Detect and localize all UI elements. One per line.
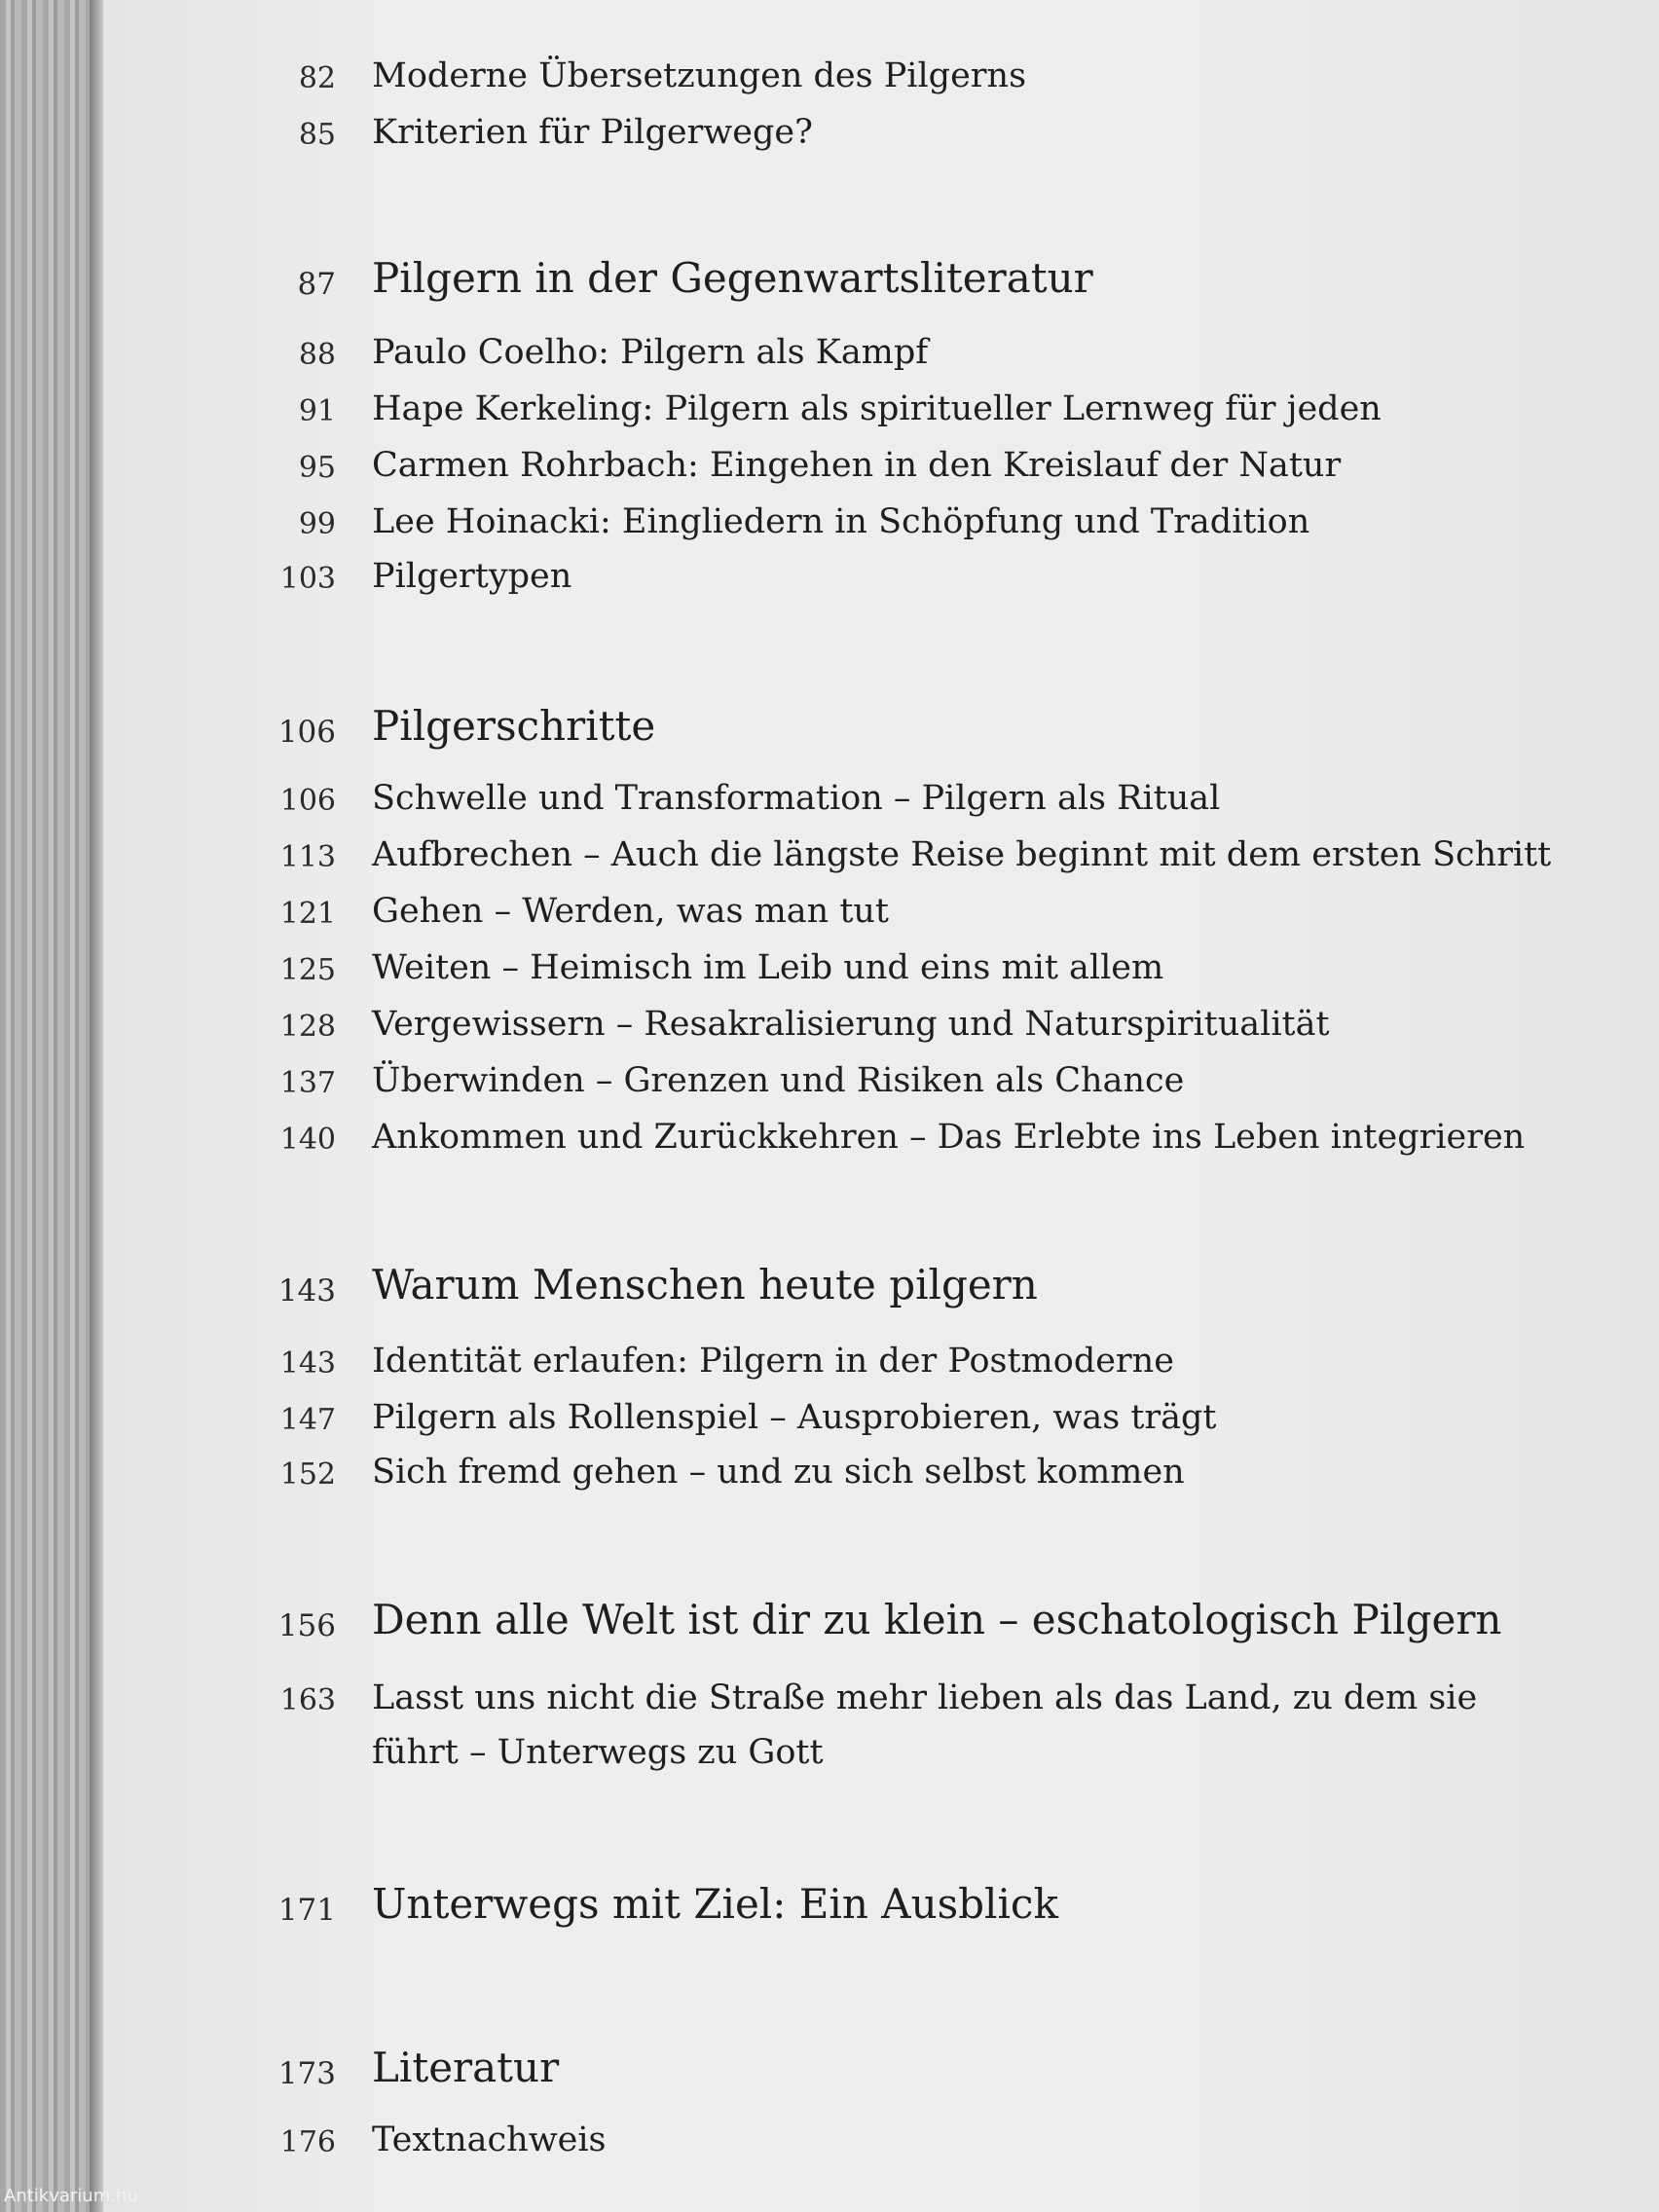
toc-title: Aufbrechen – Auch die längste Reise beginnt mit dem ersten Schritt: [372, 835, 1552, 874]
toc-title: Kriterien für Pilgerwege?: [372, 113, 813, 152]
toc-title: Identität erlaufen: Pilgern in der Postmoderne: [372, 1342, 1174, 1381]
toc-title: Pilgern als Rollenspiel – Ausprobieren, was trägt: [372, 1398, 1217, 1437]
toc-title-continuation: führt – Unterwegs zu Gott: [372, 1733, 824, 1772]
toc-page-number: 113: [279, 840, 336, 874]
toc-title: Pilgerschritte: [372, 702, 656, 750]
toc-section-heading: [0, 2045, 1659, 2097]
toc-title: Textnachweis: [372, 2120, 607, 2159]
toc-entry: [0, 997, 1659, 1050]
toc-entry: [0, 828, 1659, 880]
toc-title: Ankommen und Zurückkehren – Das Erlebte ins Leben integrieren: [372, 1118, 1526, 1157]
toc-page-number: 128: [279, 1010, 336, 1044]
toc-title: Überwinden – Grenzen und Risiken als Chance: [372, 1061, 1185, 1100]
toc-entry: [0, 771, 1659, 824]
toc-title: Lee Hoinacki: Eingliedern in Schöpfung und Tradition: [372, 502, 1310, 541]
toc-entry: [0, 549, 1659, 602]
toc-title: Paulo Coelho: Pilgern als Kampf: [372, 333, 929, 372]
toc-entry: [0, 1110, 1659, 1162]
toc-title: Unterwegs mit Ziel: Ein Ausblick: [372, 1880, 1058, 1928]
toc-entry: [0, 2113, 1659, 2165]
toc-title: Carmen Rohrbach: Eingehen in den Kreislauf der Natur: [372, 446, 1342, 485]
toc-section-heading: [0, 1262, 1659, 1314]
toc-entry: [0, 382, 1659, 434]
toc-title: Hape Kerkeling: Pilgern als spiritueller Lernweg für jeden: [372, 389, 1382, 428]
toc-title: Lasst uns nicht die Straße mehr lieben als das Land, zu dem sie: [372, 1678, 1478, 1717]
toc-page-number: 125: [279, 953, 336, 987]
toc-entry: [0, 495, 1659, 547]
toc-page-number: 121: [279, 897, 336, 931]
toc-section-heading: [0, 255, 1659, 308]
toc-page-number: 106: [279, 784, 336, 818]
toc-entry: [0, 49, 1659, 101]
toc-entry: [0, 1390, 1659, 1443]
toc-page-number: 173: [277, 2056, 336, 2091]
toc-page-number: 106: [277, 715, 336, 750]
toc-entry: [0, 940, 1659, 993]
toc-section-heading: [0, 1881, 1659, 1934]
toc-page-number: 88: [298, 338, 336, 372]
toc-page-number: 82: [298, 61, 336, 95]
toc-title: Pilgern in der Gegenwartsliteratur: [372, 254, 1093, 302]
toc-page-number: 140: [279, 1123, 336, 1157]
toc-title: Weiten – Heimisch im Leib und eins mit allem: [372, 948, 1164, 987]
toc-page-number: 171: [277, 1893, 336, 1928]
watermark: Antikvarium.hu: [4, 2186, 138, 2206]
toc-page-number: 143: [277, 1273, 336, 1309]
toc-title: Gehen – Werden, was man tut: [372, 892, 889, 931]
toc-title: Warum Menschen heute pilgern: [372, 1261, 1038, 1309]
toc-page-number: 137: [279, 1066, 336, 1100]
toc-page-number: 87: [297, 267, 336, 302]
toc-title: Denn alle Welt ist dir zu klein – eschatologisch Pilgern: [372, 1596, 1502, 1643]
toc-title: Literatur: [372, 2044, 560, 2091]
toc-page-number: 103: [279, 562, 336, 596]
toc-page-number: 95: [298, 451, 336, 485]
toc-entry: [0, 1334, 1659, 1386]
toc-title: Pilgertypen: [372, 557, 572, 596]
toc-page-number: 85: [298, 118, 336, 152]
toc-title: Moderne Übersetzungen des Pilgerns: [372, 56, 1027, 95]
toc-page-number: 99: [298, 507, 336, 541]
toc-page-number: 156: [277, 1608, 336, 1643]
toc-page-number: 176: [279, 2125, 336, 2159]
toc-entry: [0, 884, 1659, 937]
toc-entry: [0, 105, 1659, 158]
toc-page-number: 147: [279, 1403, 336, 1437]
toc-page-number: 143: [279, 1346, 336, 1381]
toc-entry: [0, 438, 1659, 491]
toc-page-number: 163: [279, 1683, 336, 1717]
toc-entry: [0, 325, 1659, 378]
toc-entry: [0, 1445, 1659, 1497]
toc-page-number: 152: [279, 1457, 336, 1492]
toc-entry: [0, 1671, 1659, 1723]
toc-section-heading: [0, 1597, 1659, 1649]
toc-page-number: 91: [298, 394, 336, 428]
toc-section-heading: [0, 703, 1659, 756]
toc-entry: [0, 1053, 1659, 1106]
toc-title: Sich fremd gehen – und zu sich selbst kommen: [372, 1453, 1185, 1492]
toc-title: Schwelle und Transformation – Pilgern als Ritual: [372, 779, 1221, 818]
toc-title: Vergewissern – Resakralisierung und Naturspiritualität: [372, 1005, 1330, 1044]
